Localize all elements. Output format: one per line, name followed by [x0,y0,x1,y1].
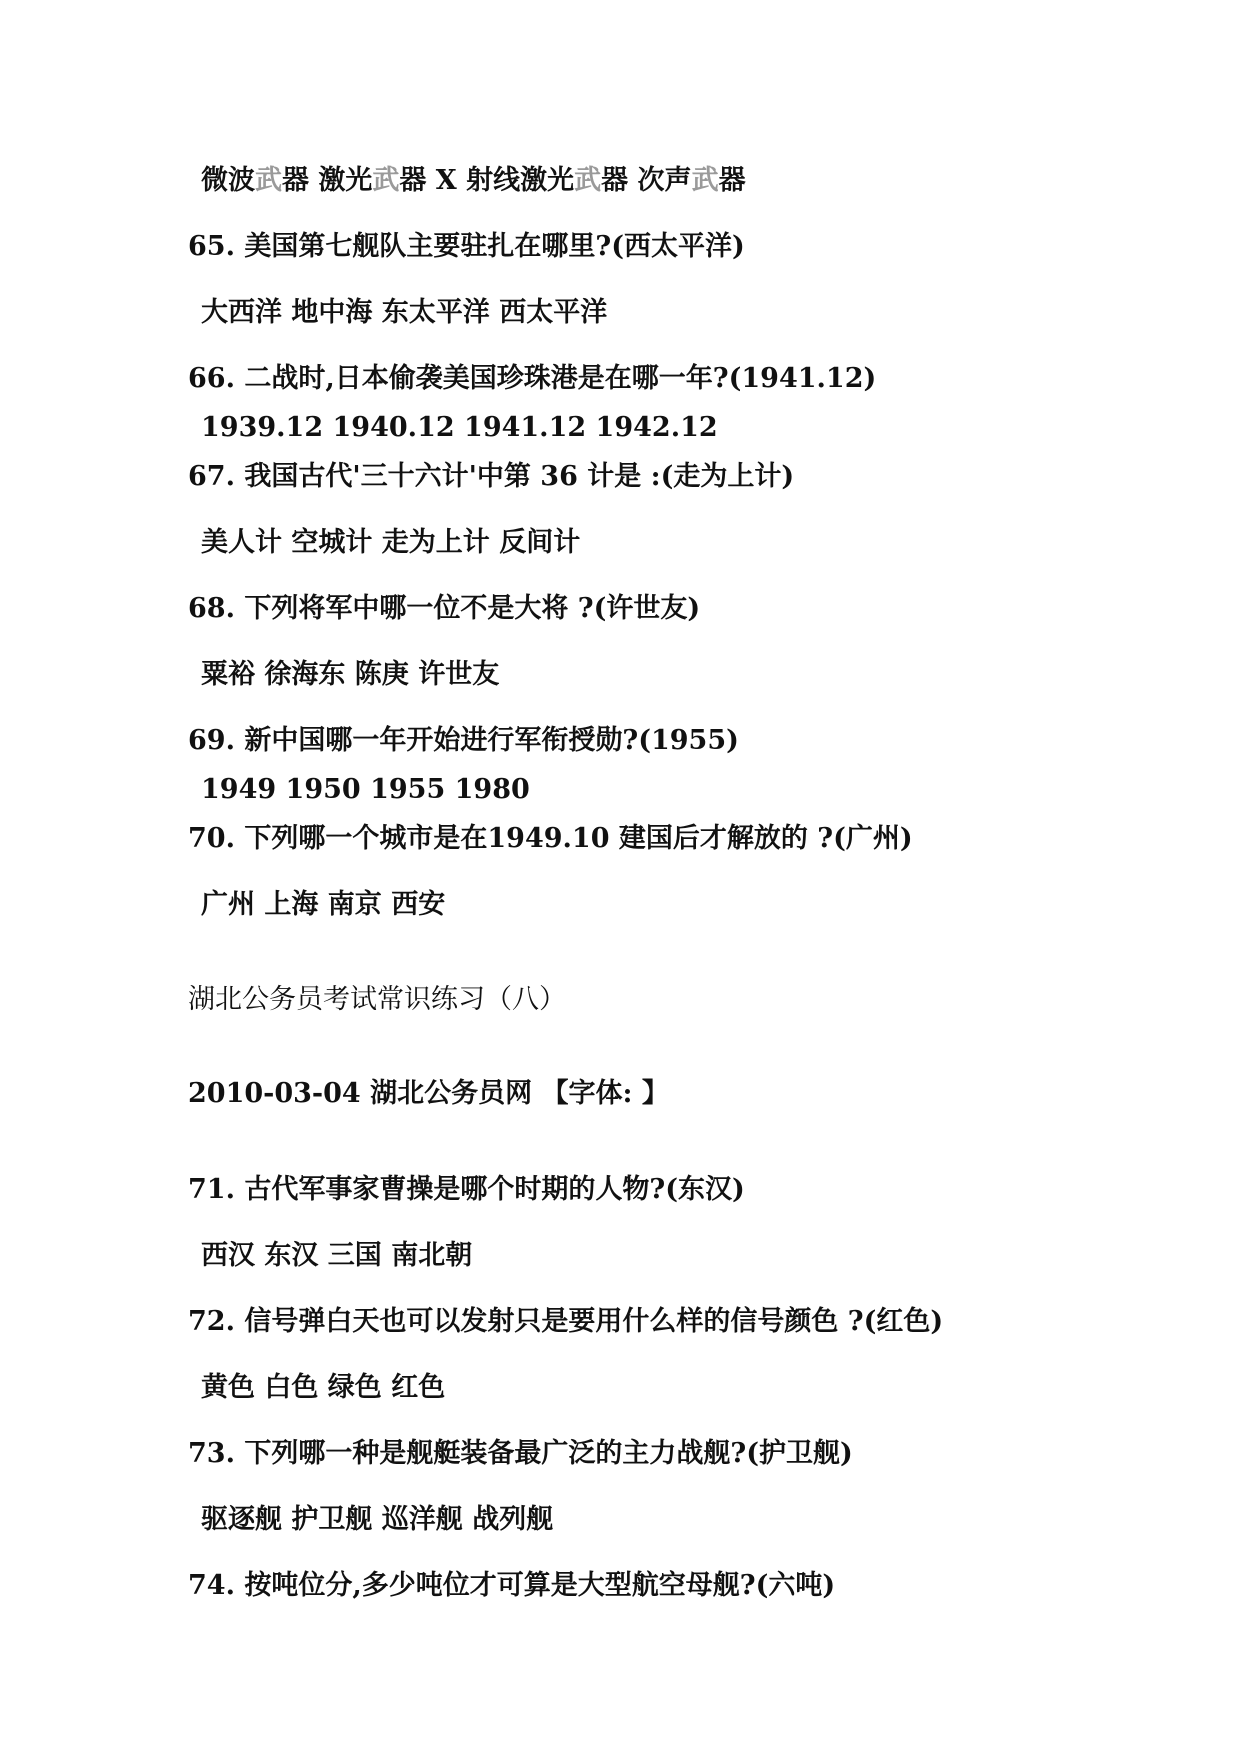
options-70: 广州 上海 南京 西安 [201,889,446,920]
options-71: 西汉 东汉 三国 南北朝 [201,1240,473,1271]
question-66: 66. 二战时,日本偷袭美国珍珠港是在哪一年?(1941.12) [188,363,877,394]
option-text: 器 激光 [282,165,373,196]
question-67: 67. 我国古代'三十六计'中第 36 计是 :(走为上计) [188,461,795,492]
options-69: 1949 1950 1955 1980 [201,774,530,805]
options-68: 粟裕 徐海东 陈庚 许世友 [201,659,500,690]
watermark-char: 武 [691,165,719,196]
options-67: 美人计 空城计 走为上计 反间计 [201,527,581,558]
watermark-char: 武 [574,165,602,196]
option-text: 微波 [201,165,255,196]
question-73: 73. 下列哪一种是舰艇装备最广泛的主力战舰?(护卫舰) [188,1438,853,1469]
option-text: 器 X 射线激光 [399,165,575,196]
question-69: 69. 新中国哪一年开始进行军衔授勋?(1955) [188,725,739,756]
question-72: 72. 信号弹白天也可以发射只是要用什么样的信号颜色 ?(红色) [188,1306,944,1337]
options-73: 驱逐舰 护卫舰 巡洋舰 战列舰 [201,1504,554,1535]
question-68: 68. 下列将军中哪一位不是大将 ?(许世友) [188,593,701,624]
options-65: 大西洋 地中海 东太平洋 西太平洋 [201,297,608,328]
question-71: 71. 古代军事家曹操是哪个时期的人物?(东汉) [188,1174,745,1205]
watermark-char: 武 [372,165,400,196]
question-70: 70. 下列哪一个城市是在1949.10 建国后才解放的 ?(广州) [188,823,913,854]
options-72: 黄色 白色 绿色 红色 [201,1372,446,1403]
option-text: 器 [718,165,746,196]
options-66: 1939.12 1940.12 1941.12 1942.12 [201,412,718,443]
watermark-char: 武 [255,165,282,196]
question-74: 74. 按吨位分,多少吨位才可算是大型航空母舰?(六吨) [188,1570,836,1601]
dateline: 2010-03-04 湖北公务员网 【字体: 】 [188,1078,669,1109]
question-65: 65. 美国第七舰队主要驻扎在哪里?(西太平洋) [188,231,745,262]
options-64 [201,164,746,198]
option-text: 器 次声 [601,165,692,196]
section-title: 湖北公务员考试常识练习（八） [188,984,566,1015]
